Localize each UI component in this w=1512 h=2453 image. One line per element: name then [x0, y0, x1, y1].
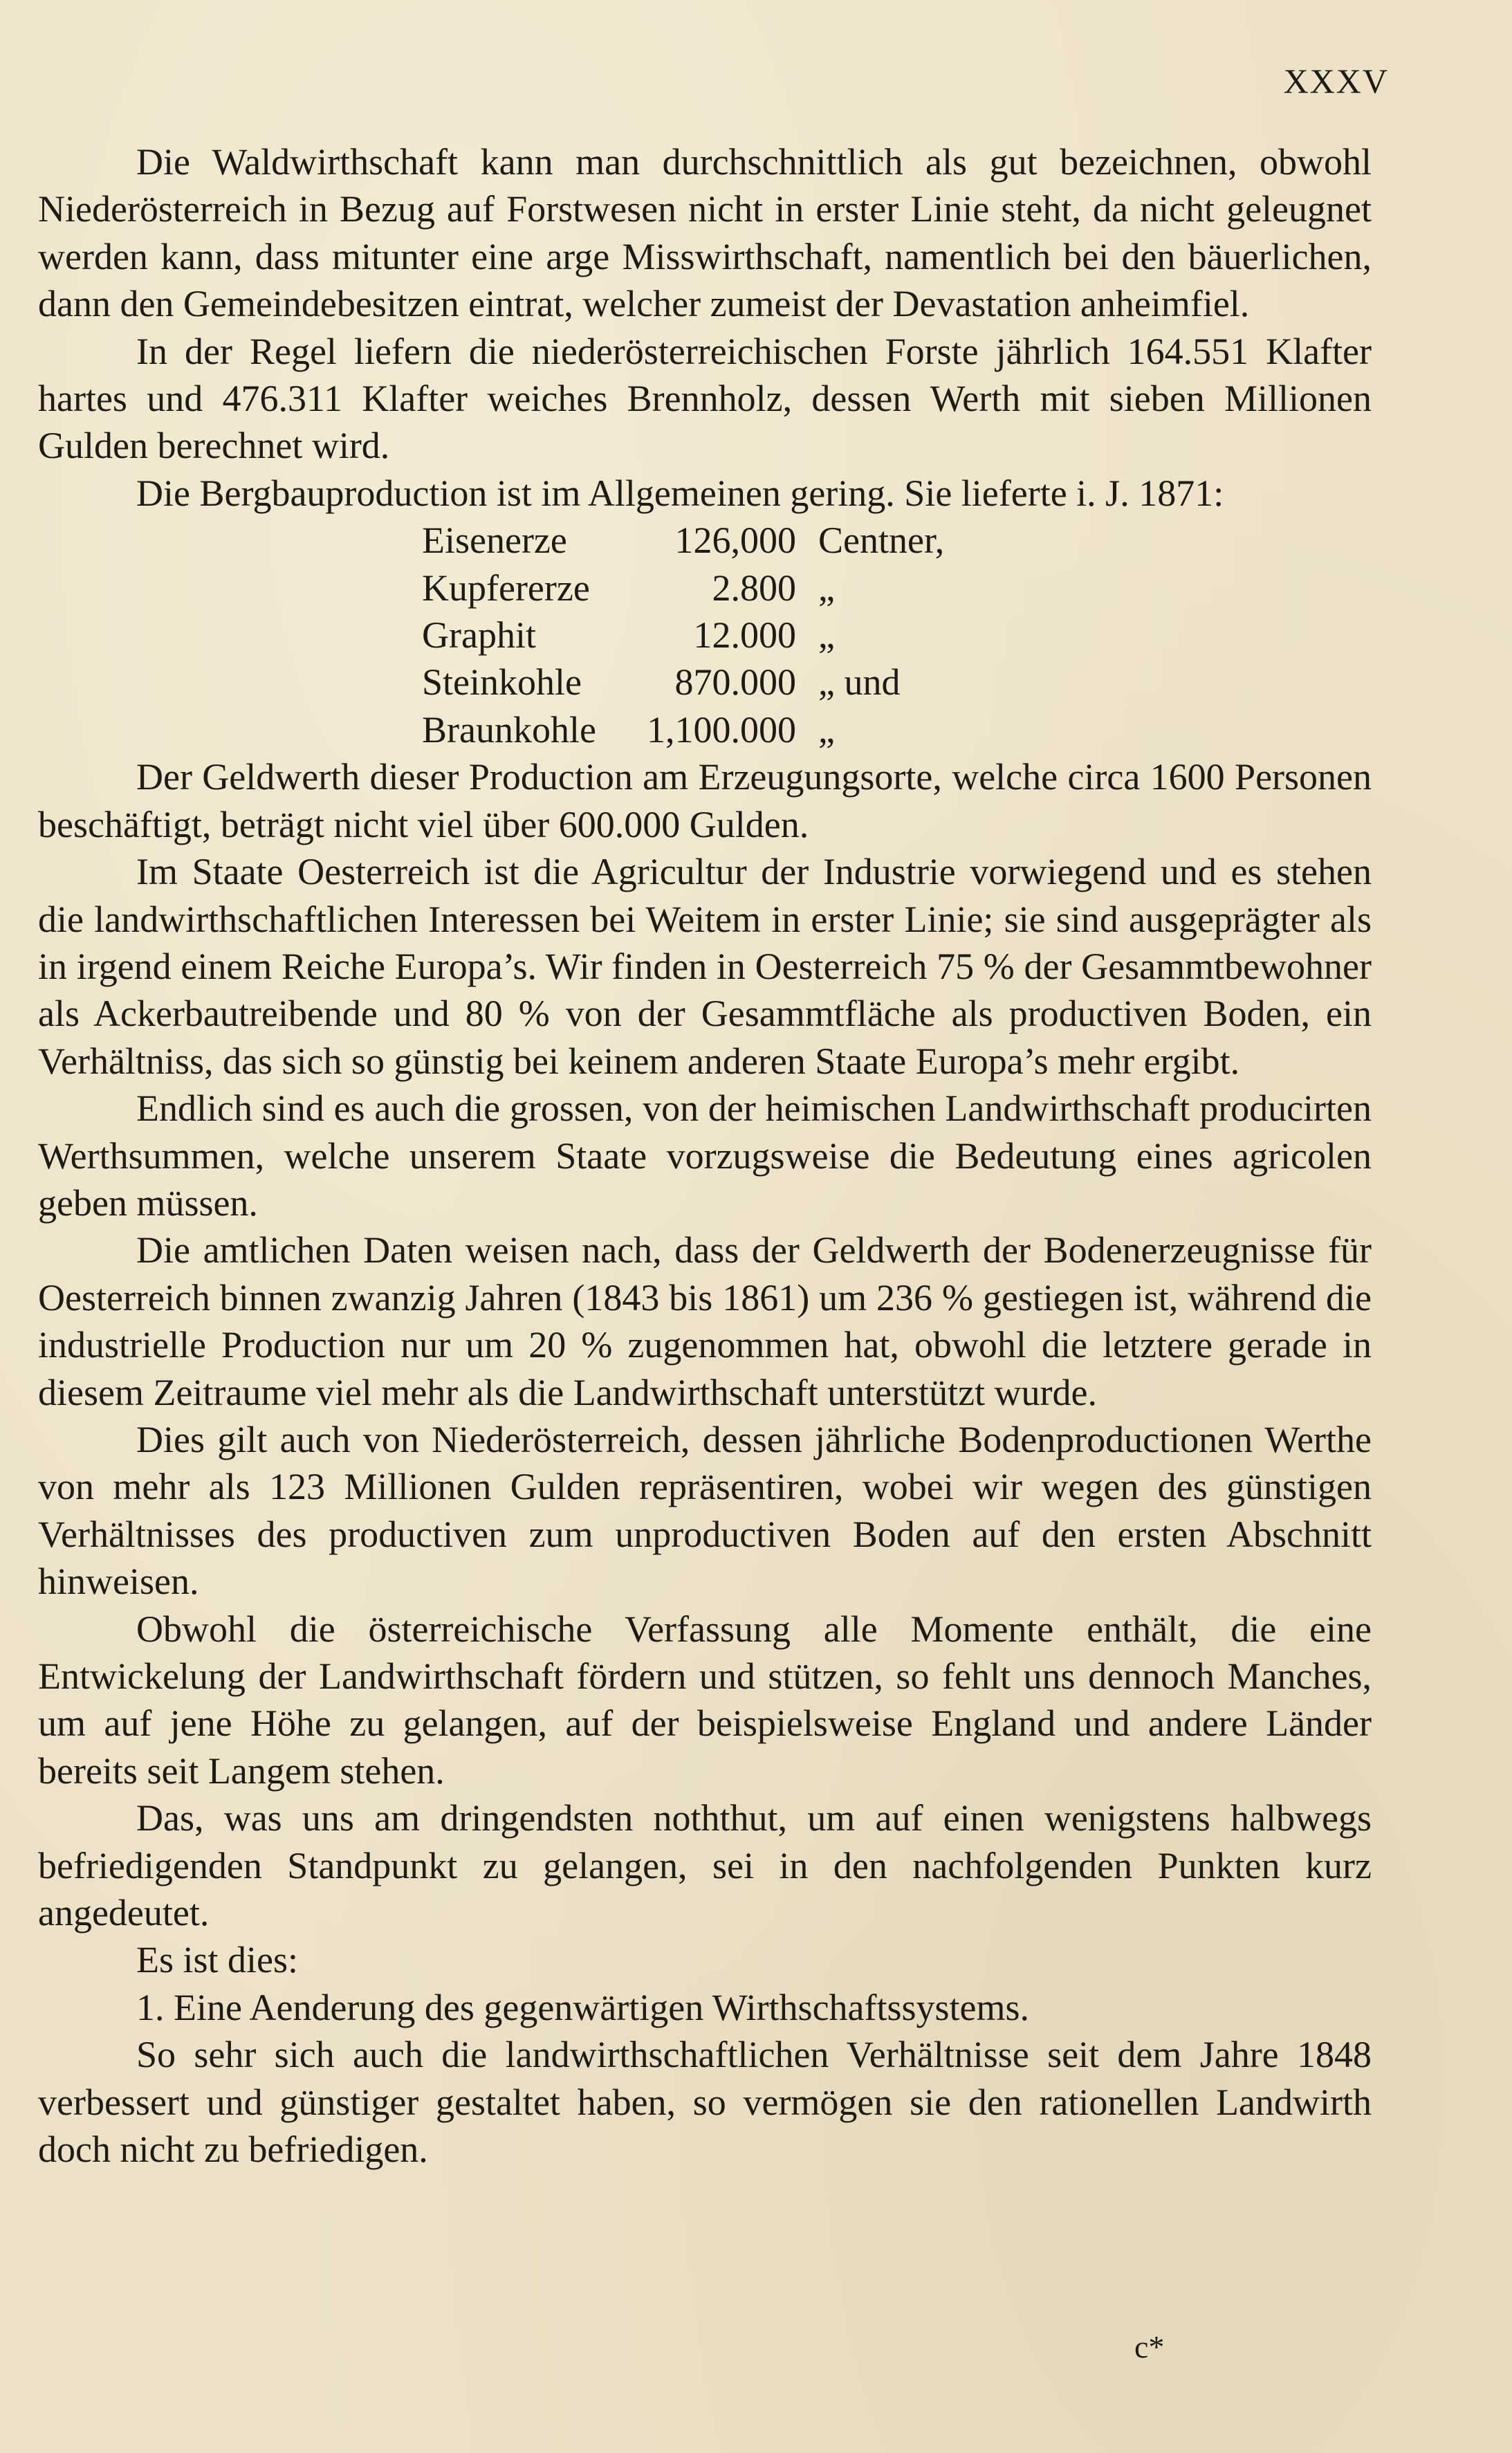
mining-production-table [422, 517, 944, 753]
table-row [422, 517, 944, 564]
table-row [422, 612, 944, 659]
ore-unit: „ und [818, 661, 901, 704]
paragraph-value-sums: Endlich sind es auch die grossen, von der heimischen Landwirthschaft producirten Werthsummen, welche unserem Staate vorzugsweise die Bedeutung eines agricolen geben müssen. [38, 1087, 1372, 1224]
table-row [422, 706, 944, 753]
paragraph-official-data: Die amtlichen Daten weisen nach, dass der Geldwerth der Bodenerzeugnisse für Oesterreich binnen zwanzig Jahren (1843 bis 1861) um 236 % gestiegen ist, während die industrielle Production nur um 20 % zugenommen hat, obwohl die letztere gerade in diesem Zeitraume viel mehr als die Landwirthschaft unterstützt wurde. [38, 1229, 1372, 1413]
paragraph-money-value: Der Geldwerth dieser Production am Erzeugungsorte, welche circa 1600 Personen beschäftigt, beträgt nicht viel über 600.000 Gulden. [38, 756, 1372, 845]
paragraph-points: Das, was uns am dringendsten noththut, um auf einen wenigstens halbwegs befriedigenden Standpunkt zu gelangen, sei in den nachfolgenden Punkten kurz angedeutet. [38, 1797, 1372, 1934]
ore-quantity: 12.000 [693, 614, 796, 656]
ore-quantity: 1,100.000 [647, 708, 796, 751]
intro-line: Es ist dies: [136, 1939, 299, 1981]
signature-mark: c* [1134, 2329, 1165, 2364]
ore-name: Eisenerze [422, 520, 567, 562]
body-text [38, 138, 1372, 2173]
ore-quantity: 126,000 [674, 520, 796, 562]
table-row [422, 564, 944, 612]
table-row [422, 659, 944, 706]
paragraph-firewood: In der Regel liefern die niederösterreichischen Forste jährlich 164.551 Klafter hartes und 476.311 Klafter weiches Brennholz, dessen Werth mit sieben Millionen Gulden berechnet wird. [38, 330, 1372, 467]
ore-name: Steinkohle [422, 661, 582, 704]
paragraph-constitution: Obwohl die österreichische Verfassung alle Momente enthält, die eine Entwickelung der Landwirthschaft fördern und stützen, so fehlt uns dennoch Manches, um auf jene Höhe zu gelangen, auf der beispielsweise England und andere Länder bereits seit Langem stehen. [38, 1608, 1372, 1792]
paragraph-final: So sehr sich auch die landwirthschaftlichen Verhältnisse seit dem Jahre 1848 verbessert und günstiger gestaltet haben, so vermögen sie den rationellen Landwirth doch nicht zu befriedigen. [38, 2034, 1372, 2171]
ore-name: Braunkohle [422, 708, 596, 751]
ore-name: Graphit [422, 614, 536, 656]
ore-quantity: 870.000 [674, 661, 796, 704]
paragraph-lower-austria: Dies gilt auch von Niederösterreich, dessen jährliche Bodenproductionen Werthe von mehr als 123 Millionen Gulden repräsentiren, wobei wir wegen des günstigen Verhältnisses des productiven zum unproductiven Boden auf den ersten Abschnitt hinweisen. [38, 1418, 1372, 1603]
page-number: XXXV [1283, 62, 1389, 100]
ore-unit: „ [818, 614, 835, 656]
ore-unit: Centner, [818, 520, 945, 562]
ore-name: Kupfererze [422, 567, 590, 609]
paragraph-forestry: Die Waldwirthschaft kann man durchschnittlich als gut bezeichnen, obwohl Niederösterreich in Bezug auf Forstwesen nicht in erster Linie steht, da nicht geleugnet werden kann, dass mitunter eine arge Misswirthschaft, namentlich bei den bäuerlichen, dann den Gemeindebesitzen eintrat, welcher zumeist der Devastation anheimfiel. [38, 141, 1372, 325]
paragraph-agriculture: Im Staate Oesterreich ist die Agricultur der Industrie vorwiegend und es stehen die landwirthschaftlichen Interessen bei Weitem in erster Linie; sie sind ausgeprägter als in irgend einem Reiche Europa’s. Wir finden in Oesterreich 75 % der Gesammtbewohner als Ackerbautreibende und 80 % von der Gesammtfläche als productiven Boden, ein Verhältniss, das sich so günstig bei keinem anderen Staate Europa’s mehr ergibt. [38, 851, 1372, 1082]
paragraph-mining-intro: Die Bergbauproduction ist im Allgemeinen gering. Sie lieferte i. J. 1871: [136, 472, 1224, 514]
ore-quantity: 2.800 [712, 567, 796, 609]
ore-unit: „ [818, 708, 835, 751]
ore-unit: „ [818, 567, 835, 609]
list-item-1: 1. Eine Aenderung des gegenwärtigen Wirthschaftssystems. [136, 1986, 1030, 2028]
